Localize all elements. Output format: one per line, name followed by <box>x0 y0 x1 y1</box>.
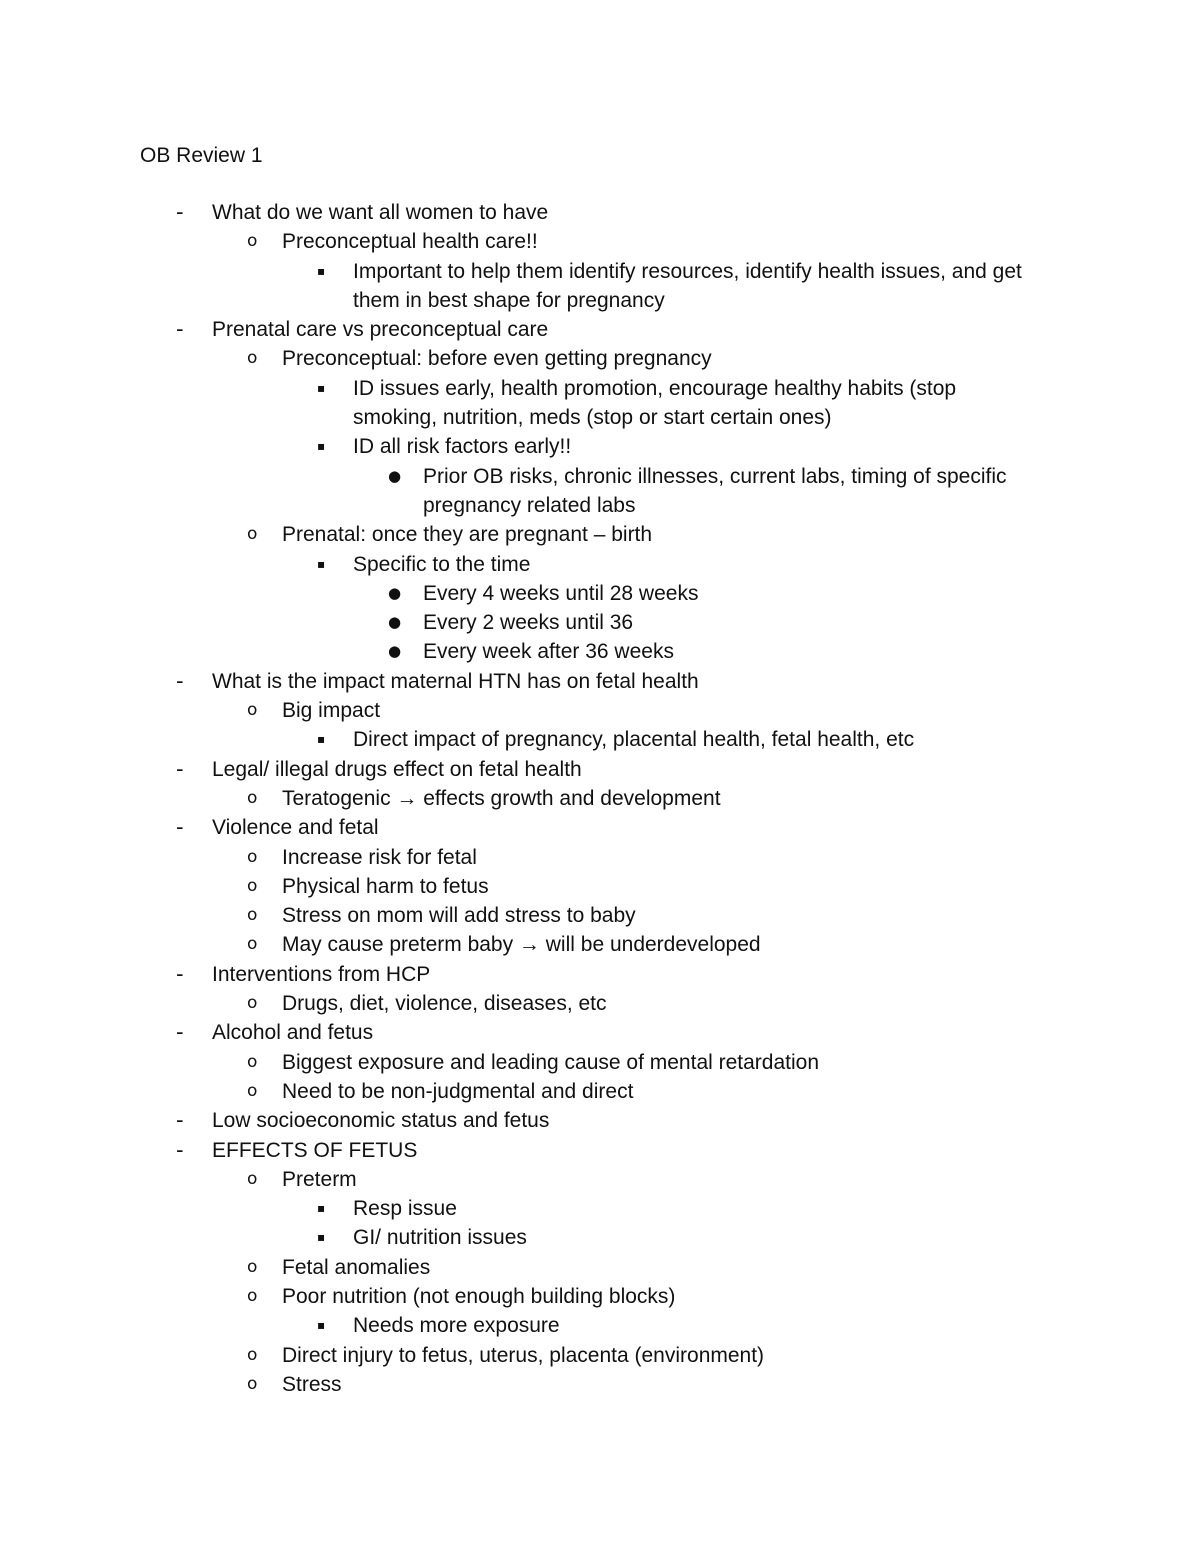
item-text: Poor nutrition (not enough building blocks) <box>282 1284 676 1308</box>
item-text: Fetal anomalies <box>282 1255 431 1279</box>
item-text: Every 4 weeks until 28 weeks <box>423 581 699 605</box>
item-text: GI/ nutrition issues <box>353 1226 527 1250</box>
notes-outline <box>0 198 1200 1399</box>
dash-marker: - <box>176 756 184 781</box>
item-text: Direct injury to fetus, uterus, placenta (environment) <box>282 1343 765 1367</box>
item-text: What is the impact maternal HTN has on fetal health <box>212 669 699 693</box>
circle-bullet-icon: o <box>247 787 258 808</box>
item-text: EFFECTS OF FETUS <box>212 1138 418 1162</box>
item-text: Increase risk for fetal <box>282 845 477 869</box>
list-item <box>0 930 1200 959</box>
list-item <box>0 872 1200 901</box>
item-text: Preconceptual: before even getting pregnancy <box>282 347 712 371</box>
list-item <box>0 813 1200 842</box>
list-item <box>0 755 1200 784</box>
list-item <box>0 960 1200 989</box>
item-text: Important to help them identify resources, identify health issues, and get <box>353 259 1022 283</box>
item-text: Biggest exposure and leading cause of mental retardation <box>282 1050 820 1074</box>
list-item <box>0 462 1200 491</box>
circle-bullet-icon: o <box>247 1344 258 1365</box>
square-bullet-icon: ▪ <box>317 556 326 571</box>
item-text: them in best shape for pregnancy <box>353 288 665 312</box>
list-item <box>0 843 1200 872</box>
round-bullet-icon: ● <box>388 613 402 632</box>
circle-bullet-icon: o <box>247 231 258 252</box>
list-item <box>0 344 1200 373</box>
square-bullet-icon: ▪ <box>317 263 326 278</box>
item-text: Resp issue <box>353 1197 457 1221</box>
list-item <box>0 1048 1200 1077</box>
list-item <box>0 1077 1200 1106</box>
document-title: OB Review 1 <box>140 144 263 167</box>
list-item <box>0 989 1200 1018</box>
list-item <box>0 432 1200 461</box>
dash-marker: - <box>176 815 184 840</box>
circle-bullet-icon: o <box>247 1285 258 1306</box>
list-item <box>0 315 1200 344</box>
list-item <box>0 784 1200 813</box>
item-text: Direct impact of pregnancy, placental health, fetal health, etc <box>353 728 915 752</box>
round-bullet-icon: ● <box>388 642 402 661</box>
item-text: Every 2 weeks until 36 <box>423 611 634 635</box>
list-item <box>0 637 1200 666</box>
list-item-continuation <box>0 491 1200 520</box>
item-text: Prenatal care vs preconceptual care <box>212 318 549 342</box>
dash-marker: - <box>176 668 184 693</box>
list-item <box>0 667 1200 696</box>
item-text: Stress <box>282 1372 342 1396</box>
list-item <box>0 1194 1200 1223</box>
square-bullet-icon: ▪ <box>317 1201 326 1216</box>
list-item <box>0 1282 1200 1311</box>
list-item <box>0 1018 1200 1047</box>
list-item <box>0 257 1200 286</box>
list-item <box>0 579 1200 608</box>
circle-bullet-icon: o <box>247 905 258 926</box>
circle-bullet-icon: o <box>247 524 258 545</box>
circle-bullet-icon: o <box>247 348 258 369</box>
dash-marker: - <box>176 961 184 986</box>
circle-bullet-icon: o <box>247 993 258 1014</box>
item-text: Stress on mom will add stress to baby <box>282 904 636 928</box>
list-item <box>0 1253 1200 1282</box>
list-item <box>0 198 1200 227</box>
list-item <box>0 1370 1200 1399</box>
item-text: Specific to the time <box>353 552 531 576</box>
list-item <box>0 1223 1200 1252</box>
circle-bullet-icon: o <box>247 1051 258 1072</box>
circle-bullet-icon: o <box>247 1080 258 1101</box>
circle-bullet-icon: o <box>247 1168 258 1189</box>
circle-bullet-icon: o <box>247 1256 258 1277</box>
square-bullet-icon: ▪ <box>317 439 326 454</box>
list-item <box>0 1165 1200 1194</box>
round-bullet-icon: ● <box>388 583 402 602</box>
item-text: Need to be non-judgmental and direct <box>282 1079 634 1103</box>
list-item <box>0 1106 1200 1135</box>
item-text: ID issues early, health promotion, encourage healthy habits (stop <box>353 376 957 400</box>
list-item <box>0 1311 1200 1340</box>
circle-bullet-icon: o <box>247 846 258 867</box>
item-text: Drugs, diet, violence, diseases, etc <box>282 992 607 1016</box>
dash-marker: - <box>176 1020 184 1045</box>
square-bullet-icon: ▪ <box>317 1318 326 1333</box>
item-text: Needs more exposure <box>353 1314 560 1338</box>
square-bullet-icon: ▪ <box>317 380 326 395</box>
item-text: Prior OB risks, chronic illnesses, current labs, timing of specific <box>423 464 1007 488</box>
list-item-continuation <box>0 286 1200 315</box>
item-text: Alcohol and fetus <box>212 1021 374 1045</box>
list-item <box>0 1136 1200 1165</box>
list-item <box>0 696 1200 725</box>
item-text: ID all risk factors early!! <box>353 435 572 459</box>
round-bullet-icon: ● <box>388 466 402 485</box>
square-bullet-icon: ▪ <box>317 732 326 747</box>
list-item <box>0 725 1200 754</box>
list-item <box>0 550 1200 579</box>
item-text: Violence and fetal <box>212 816 379 840</box>
item-text: May cause preterm baby → will be underdeveloped <box>282 933 761 957</box>
item-text: pregnancy related labs <box>423 493 636 517</box>
item-text: Interventions from HCP <box>212 962 431 986</box>
item-text: What do we want all women to have <box>212 201 549 224</box>
item-text: Prenatal: once they are pregnant – birth <box>282 523 653 547</box>
square-bullet-icon: ▪ <box>317 1230 326 1245</box>
list-item <box>0 520 1200 549</box>
list-item <box>0 227 1200 256</box>
dash-marker: - <box>176 200 184 224</box>
item-text: Legal/ illegal drugs effect on fetal health <box>212 757 582 781</box>
list-item <box>0 901 1200 930</box>
dash-marker: - <box>176 317 184 342</box>
item-text: Teratogenic → effects growth and development <box>282 786 721 810</box>
circle-bullet-icon: o <box>247 875 258 896</box>
item-text: Big impact <box>282 699 381 723</box>
dash-marker: - <box>176 1108 184 1133</box>
list-item-continuation <box>0 403 1200 432</box>
item-text: smoking, nutrition, meds (stop or start certain ones) <box>353 406 832 430</box>
list-item <box>0 1341 1200 1370</box>
item-text: Preconceptual health care!! <box>282 230 538 254</box>
circle-bullet-icon: o <box>247 700 258 721</box>
item-text: Every week after 36 weeks <box>423 640 674 664</box>
list-item <box>0 608 1200 637</box>
list-item <box>0 374 1200 403</box>
dash-marker: - <box>176 1137 184 1162</box>
item-text: Physical harm to fetus <box>282 874 489 898</box>
item-text: Low socioeconomic status and fetus <box>212 1109 550 1133</box>
circle-bullet-icon: o <box>247 934 258 955</box>
item-text: Preterm <box>282 1167 357 1191</box>
circle-bullet-icon: o <box>247 1373 258 1394</box>
